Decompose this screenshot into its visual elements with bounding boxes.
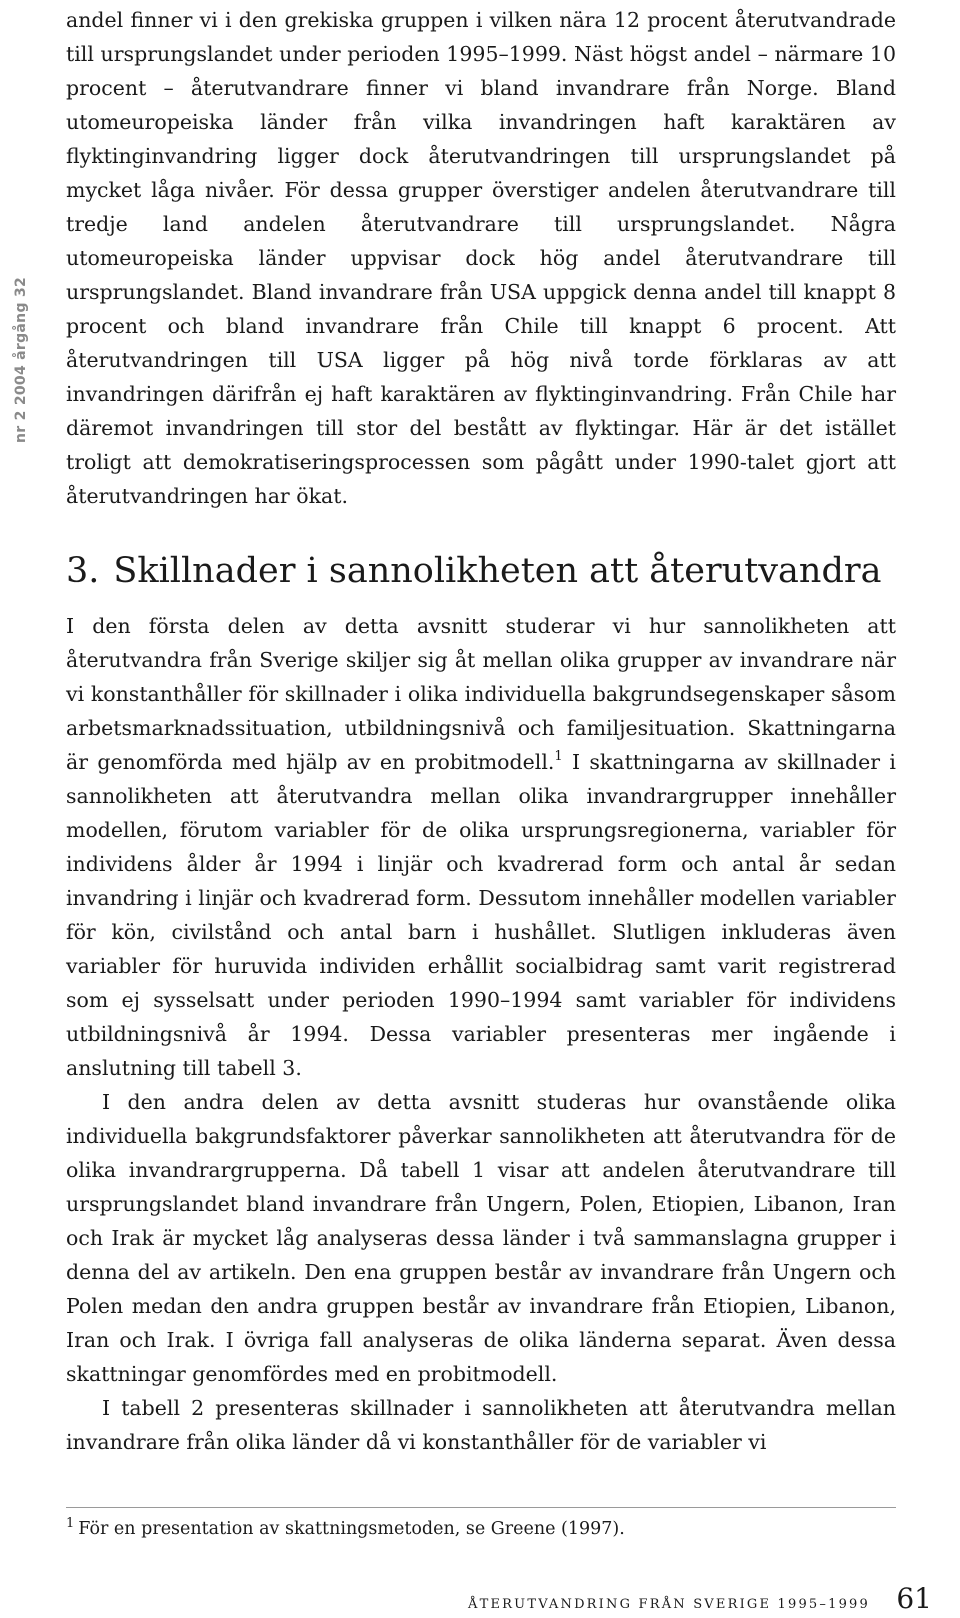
section-title: Skillnader i sannolikheten att återutvandra bbox=[113, 551, 882, 591]
footnote-divider bbox=[66, 1507, 896, 1508]
body-paragraph-continued: andel finner vi i den grekiska gruppen i vilken nära 12 procent återutvandrade till ursprungslandet under perioden 1995–1999. Näst högst andel – närmare 10 procent – återutvandrare finner vi bland invandrare från Norge. Bland utomeuropeiska länder från vilka invandringen haft karaktären av flyktinginvandring ligger dock återutvandringen till ursprungslandet på mycket låga nivåer. För dessa grupper överstiger andelen återutvandrare till tredje land andelen återutvandrare till ursprungslandet. Några utomeuropeiska länder uppvisar dock hög andel återutvandrare till ursprungslandet. Bland invandrare från USA uppgick denna andel till knappt 8 procent och bland invandrare från Chile till knappt 6 procent. Att återutvandringen till USA ligger på hög nivå torde förklaras av att invandringen därifrån ej haft karaktären av flyktinginvandring. Från Chile har däremot invandringen till stor del bestått av flyktingar. Här är det istället troligt att demokratiseringsprocessen som pågått under 1990-talet gjort att återutvandringen har ökat. bbox=[66, 8, 896, 508]
section-paragraph-1-text-a: I den första delen av detta avsnitt studerar vi hur sannolikheten att återutvandra från Sverige skiljer sig åt mellan olika grupper av invandrare när vi konstanthåller för skillnader i olika individuella bakgrundsegenskaper såsom arbetsmarknadssituation, utbildningsnivå och familjesituation. Skattningarna är genomförda med hjälp av en probitmodell. bbox=[66, 614, 896, 774]
section-paragraph-2: I den andra delen av detta avsnitt studeras hur ovanstående olika individuella bakgrundsfaktorer påverkar sannolikheten att återutvandra för de olika invandrargrupperna. Då tabell 1 visar att andelen återutvandrare till ursprungslandet bland invandrare från Ungern, Polen, Etiopien, Libanon, Iran och Irak är mycket låg analyseras dessa länder i två sammanslagna grupper i denna del av artikeln. Den ena gruppen består av invandrare från Ungern och Polen medan den andra gruppen består av invandrare från Etiopien, Libanon, Iran och Irak. I övriga fall analyseras de olika länderna separat. Även dessa skattningar genomfördes med en probitmodell. bbox=[66, 1090, 896, 1386]
journal-issue-side-label bbox=[8, 276, 34, 444]
footnote bbox=[66, 1517, 896, 1541]
journal-issue-text: nr 2 2004 årgång 32 bbox=[13, 276, 30, 444]
page-number: 61 bbox=[896, 1582, 932, 1615]
footnote-mark: 1 bbox=[66, 1516, 75, 1531]
section-paragraph-3: I tabell 2 presenteras skillnader i sannolikheten att återutvandra mellan invandrare från olika länder då vi konstanthåller för de variabler vi bbox=[66, 1396, 896, 1454]
section-number: 3. bbox=[66, 551, 100, 591]
footnote-text: För en presentation av skattningsmetoden, se Greene (1997). bbox=[78, 1519, 625, 1539]
footnote-reference[interactable]: 1 bbox=[554, 749, 563, 764]
article-body bbox=[66, 0, 896, 1459]
section-paragraph-1 bbox=[66, 609, 896, 1085]
running-footer-title: ÅTERUTVANDRING FRÅN SVERIGE 1995–1999 bbox=[468, 1597, 870, 1612]
section-paragraph-1-text-b: I skattningarna av skillnader i sannolikheten att återutvandra mellan olika invandrargrupper innehåller modellen, förutom variabler för de olika ursprungsregionerna, variabler för individens ålder år 1994 i linjär och kvadrerad form och antal år sedan invandring i linjär och kvadrerad form. Dessutom innehåller modellen variabler för kön, civilstånd och antal barn i hushållet. Slutligen inkluderas även variabler för huruvida individen erhållit socialbidrag samt varit registrerad som ej sysselsatt under perioden 1990–1994 samt variabler för individens utbildningsnivå år 1994. Dessa variabler presenteras mer ingående i anslutning till tabell 3. bbox=[66, 750, 896, 1080]
section-heading bbox=[66, 551, 896, 591]
